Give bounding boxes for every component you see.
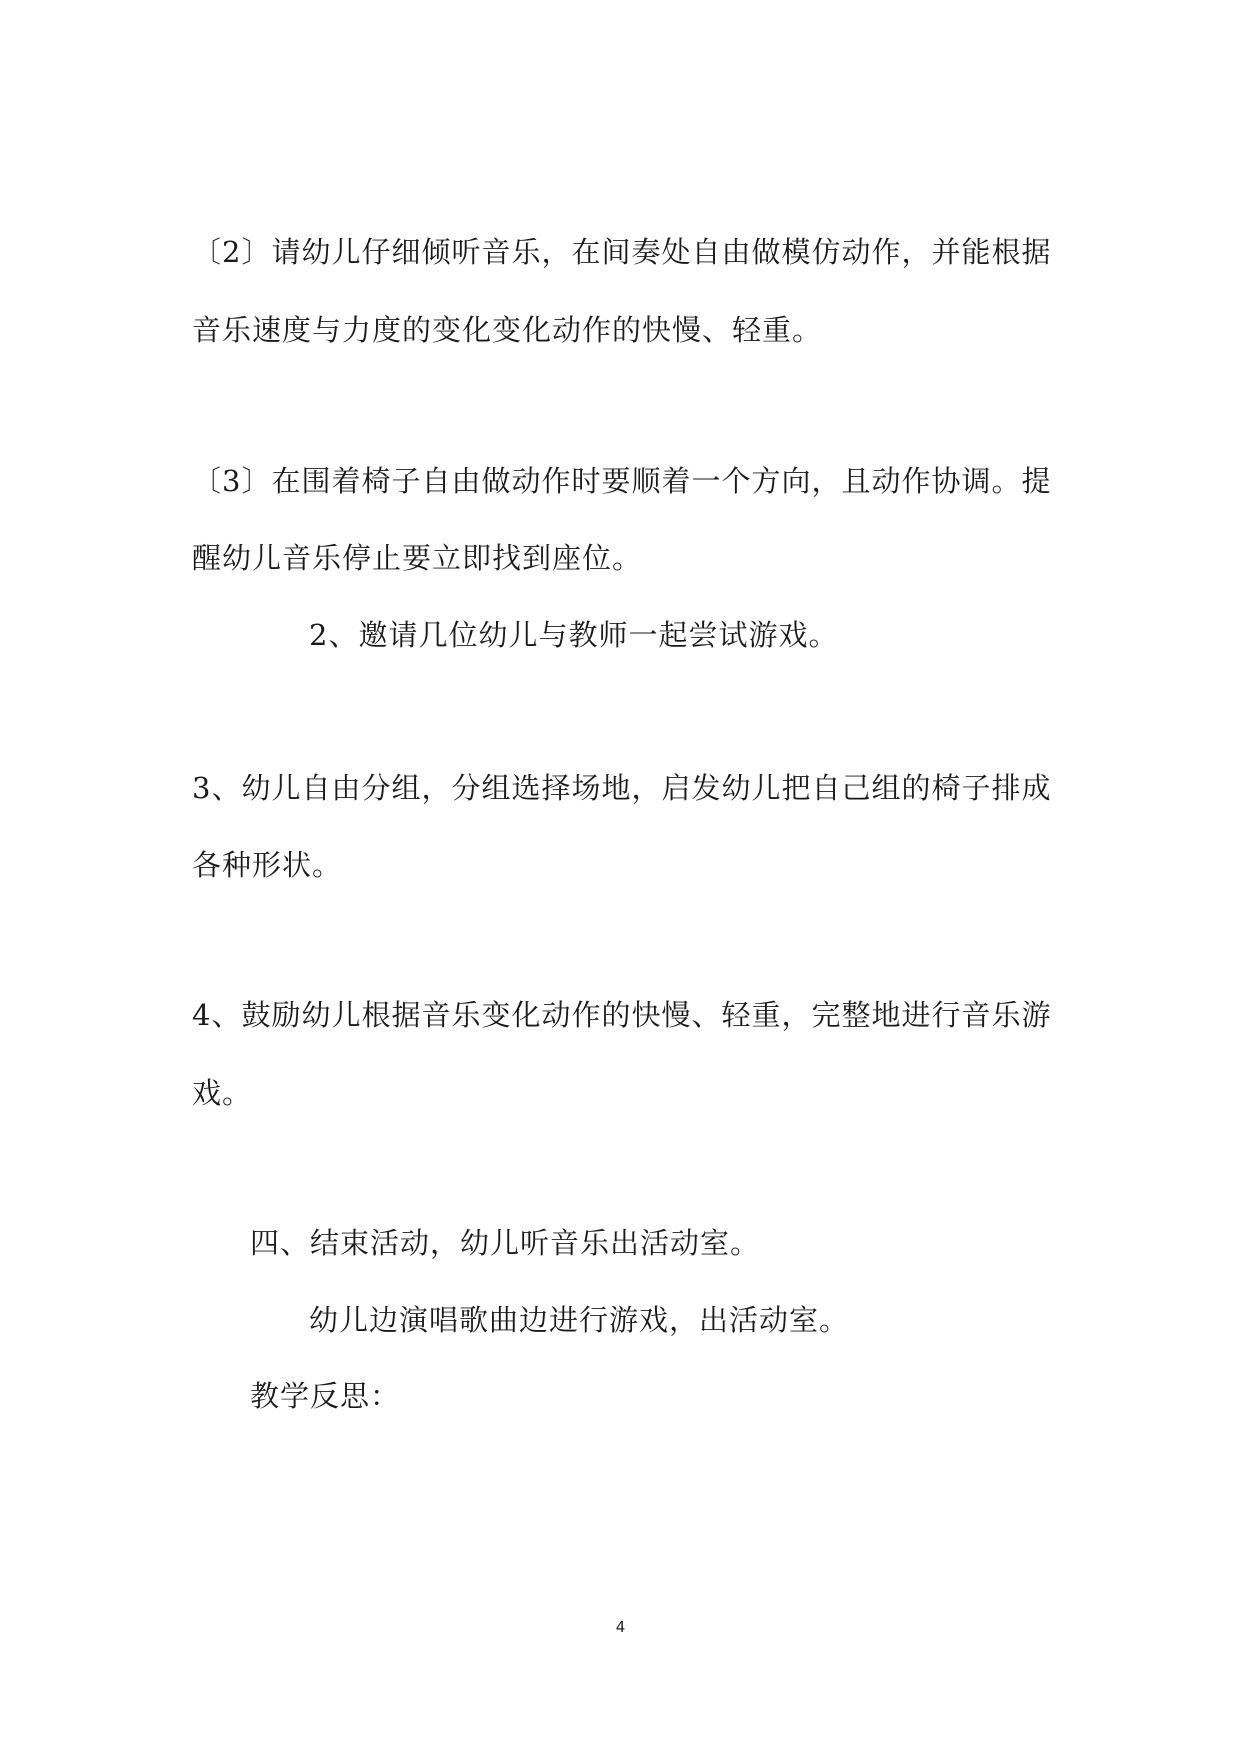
paragraph-line: 2、邀请几位幼儿与教师一起尝试游戏。 bbox=[309, 618, 839, 652]
paragraph-line: 3、幼儿自由分组，分组选择场地，启发幼儿把自己组的椅子排成 bbox=[192, 771, 1052, 805]
paragraph-line: 〔2〕请幼儿仔细倾听音乐，在间奏处自由做模仿动作，并能根据 bbox=[192, 235, 1052, 269]
page-number: 4 bbox=[615, 1618, 626, 1636]
paragraph-line: 幼儿边演唱歌曲边进行游戏，出活动室。 bbox=[309, 1303, 850, 1337]
reflection-heading: 教学反思： bbox=[250, 1379, 401, 1413]
paragraph-line: 4、鼓励幼儿根据音乐变化动作的快慢、轻重，完整地进行音乐游 bbox=[192, 998, 1052, 1032]
paragraph-line: 醒幼儿音乐停止要立即找到座位。 bbox=[192, 541, 643, 575]
section-heading: 四、结束活动，幼儿听音乐出活动室。 bbox=[250, 1226, 761, 1260]
paragraph-line: 各种形状。 bbox=[192, 848, 343, 882]
paragraph-line: 音乐速度与力度的变化变化动作的快慢、轻重。 bbox=[192, 313, 823, 347]
paragraph-line: 戏。 bbox=[192, 1076, 253, 1110]
paragraph-line: 〔3〕在围着椅子自由做动作时要顺着一个方向，且动作协调。提 bbox=[192, 464, 1052, 498]
